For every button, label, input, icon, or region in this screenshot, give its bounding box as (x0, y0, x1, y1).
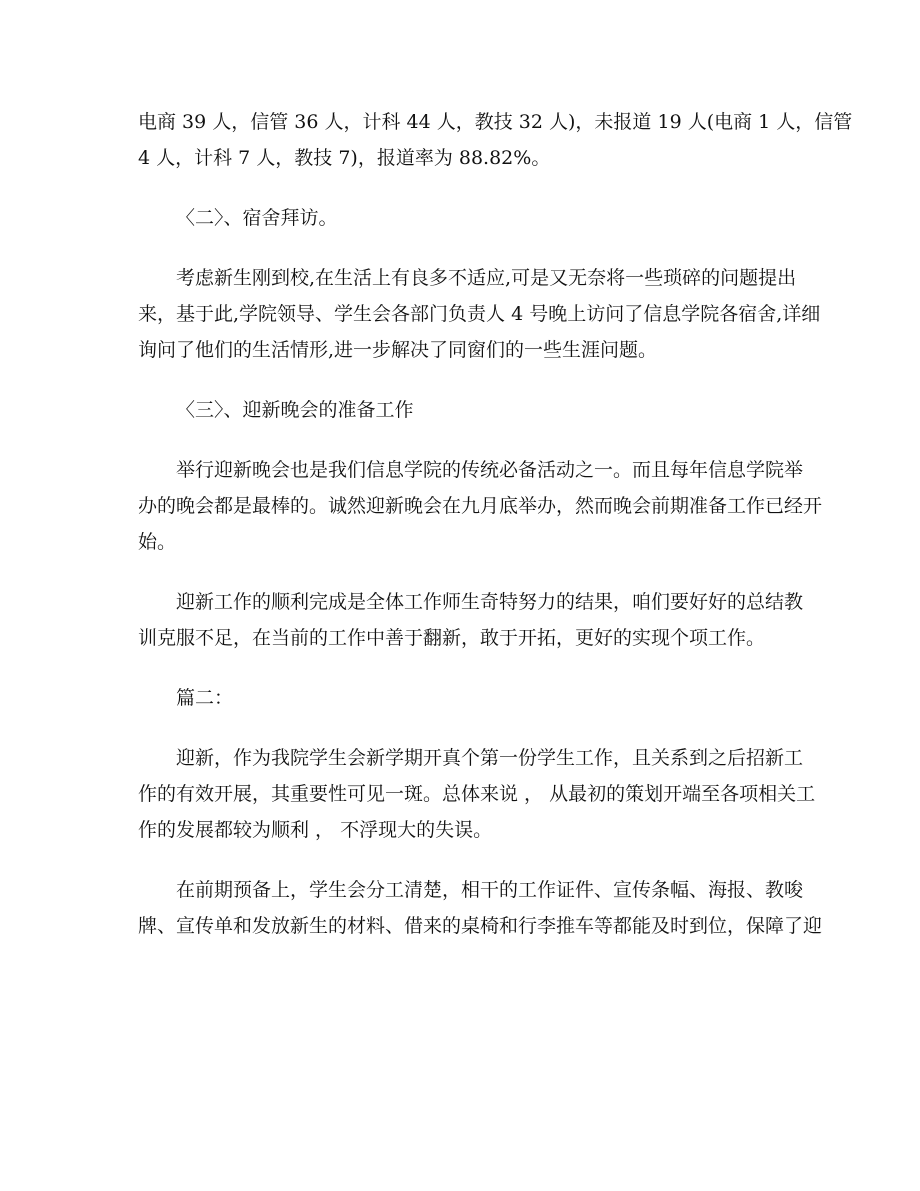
text-line: 办的晚会都是最棒的。诚然迎新晚会在九月底举办，然而晚会前期准备工作已经开 (138, 495, 823, 517)
heading-text: 〈三〉、迎新晚会的准备工作 (176, 399, 414, 421)
paragraph-summary (138, 584, 804, 656)
section-heading-dorm-visit (138, 200, 798, 236)
text-line: 训克服不足，在当前的工作中善于翻新，敢于开拓，更好的实现个项工作。 (138, 627, 766, 649)
text-line: 作的有效开展，其重要性可见一斑。总体来说 ， 从最初的策划开端至各项相关工 (138, 783, 816, 805)
text-line: 迎新工作的顺利完成是全体工作师生奇特努力的结果，咱们要好好的总结教 (176, 591, 804, 613)
section-heading-part-two (138, 680, 798, 716)
paragraph-preparation (138, 872, 823, 944)
heading-text: 篇二： (176, 687, 234, 709)
paragraph-gala-prep (138, 452, 823, 560)
heading-text: 〈二〉、宿舍拜访。 (176, 207, 338, 229)
paragraph-dorm-visit (138, 260, 821, 368)
text-line: 迎新，作为我院学生会新学期开真个第一份学生工作，且关系到之后招新工 (176, 747, 804, 769)
section-heading-gala-prep (138, 392, 798, 428)
paragraph-welcome-intro (138, 740, 816, 848)
text-line: 作的发展都较为顺利 ， 不浮现大的失误。 (138, 819, 493, 841)
text-line: 举行迎新晚会也是我们信息学院的传统必备活动之一。而且每年信息学院举 (176, 459, 804, 481)
text-line: 来，基于此,学院领导、学生会各部门负责人 4 号晚上访问了信息学院各宿舍,详细 (138, 303, 821, 325)
document-body (138, 104, 853, 968)
text-line: 询问了他们的生活情形,进一步解决了同窗们的一些生涯问题。 (138, 339, 658, 361)
text-line: 牌、宣传单和发放新生的材料、借来的桌椅和行李推车等都能及时到位，保障了迎 (138, 915, 823, 937)
text-line: 电商 39 人，信管 36 人，计科 44 人，教技 32 人)，未报道 19 人(电商 1 人，信管 (138, 111, 853, 133)
text-line: 考虑新生刚到校,在生活上有良多不适应,可是又无奈将一些琐碎的问题提出 (176, 267, 797, 289)
paragraph-enrollment-stats (138, 104, 853, 176)
text-line: 在前期预备上，学生会分工清楚，相干的工作证件、宣传条幅、海报、教唆 (176, 879, 804, 901)
text-line: 4 人，计科 7 人，教技 7)，报道率为 88.82%。 (138, 147, 551, 169)
text-line: 始。 (138, 531, 177, 553)
